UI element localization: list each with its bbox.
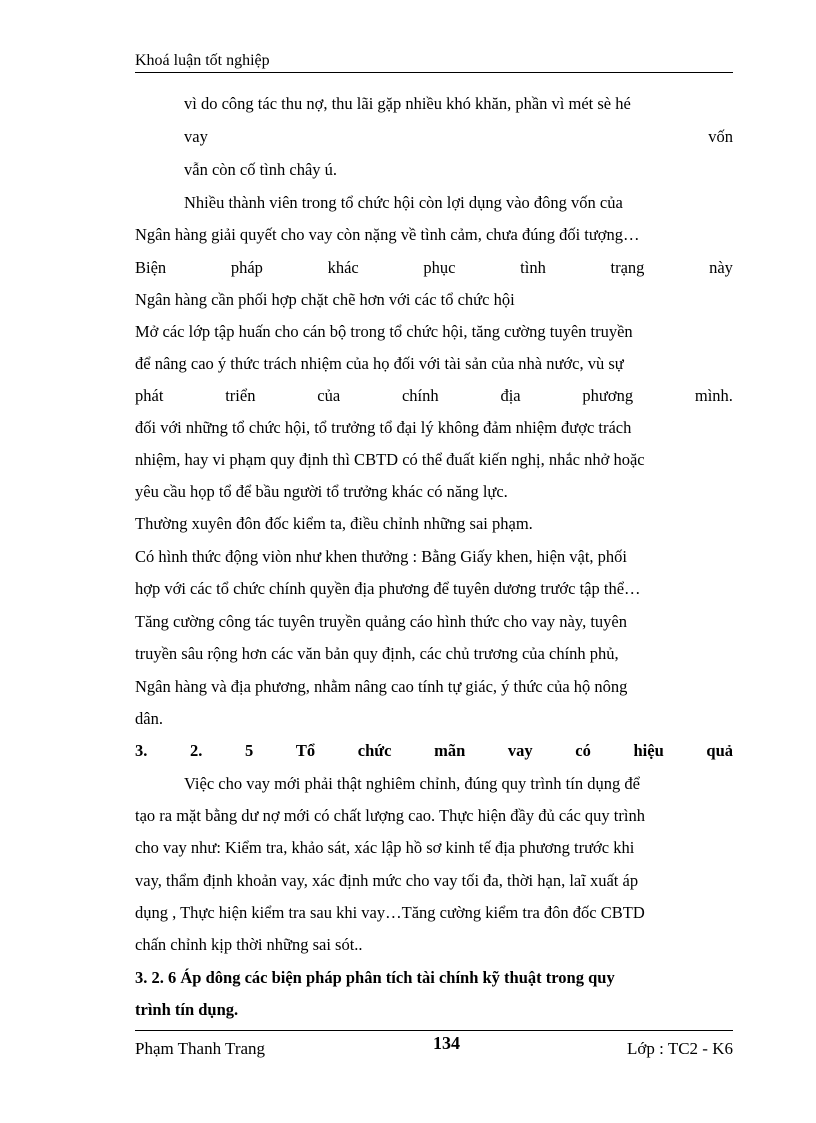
text-line: dân. — [135, 709, 163, 728]
text-line: Việc cho vay mới phải thật nghiêm chỉnh, đúng quy trình tín dụng để — [184, 774, 640, 793]
text-line: Thường xuyên đôn đốc kiểm ta, điều chỉnh những sai phạm. — [135, 514, 533, 533]
text-line: hợp với các tổ chức chính quyền địa phương để tuyên dương trước tập thể… — [135, 579, 641, 598]
text-word: phát — [135, 386, 164, 405]
page-number: 134 — [433, 1033, 460, 1053]
text-word: triển — [225, 386, 256, 405]
text-line — [135, 384, 733, 408]
heading-word: 2. — [190, 741, 203, 760]
heading-word: vay — [507, 741, 533, 760]
text-line: Ngân hàng giải quyết cho vay còn nặng về tình cảm, chưa đúng đối tượng… — [135, 225, 640, 244]
text-line: để nâng cao ý thức trách nhiệm của họ đối với tài sản của nhà nước, vù sự — [135, 354, 624, 373]
text-line: truyền sâu rộng hơn các văn bản quy định, các chủ trương của chính phủ, — [135, 644, 619, 663]
heading-word: 3. — [135, 741, 148, 760]
text-word: mình. — [694, 386, 733, 405]
text-line: dụng , Thực hiện kiểm tra sau khi vay…Tăng cường kiểm tra đôn đốc CBTD — [135, 903, 645, 922]
text-word: khác — [327, 258, 359, 277]
text-word: chính — [401, 386, 439, 405]
text-line — [135, 256, 733, 280]
text-line: vay, thẩm định khoản vay, xác định mức cho vay tối đa, thời hạn, laĩ xuất áp — [135, 871, 639, 890]
text-word: trạng — [610, 258, 645, 277]
heading-word: hiệu — [633, 741, 664, 760]
text-word: pháp — [230, 258, 263, 277]
text-line: chấn chỉnh kịp thời những sai sót.. — [135, 935, 363, 954]
text-line: Ngân hàng cần phối hợp chặt chẽ hơn với các tổ chức hội — [135, 290, 515, 309]
heading-word: có — [575, 741, 591, 760]
text-line: nhiệm, hay vi phạm quy định thì CBTD có thể đuất kiến nghị, nhắc nhở hoặc — [135, 450, 645, 469]
text-line: Nhiều thành viên trong tổ chức hội còn lợi dụng vào đông vốn của — [184, 193, 623, 212]
heading-word: 5 — [245, 741, 254, 760]
heading-word: quả — [706, 741, 733, 760]
footer-author: Phạm Thanh Trang — [135, 1039, 266, 1058]
text-line — [135, 125, 733, 149]
text-word: địa — [500, 386, 521, 405]
text-word: của — [317, 386, 341, 405]
text-line: vì do công tác thu nợ, thu lãi gặp nhiều khó khăn, phần vì mét sè hé — [184, 94, 631, 113]
page-footer — [135, 1030, 733, 1063]
text-line: đối với những tổ chức hội, tổ trưởng tổ đại lý không đảm nhiệm được trách — [135, 418, 632, 437]
text-line: Tăng cường công tác tuyên truyền quảng cáo hình thức cho vay này, tuyên — [135, 612, 627, 631]
section-heading — [135, 739, 733, 763]
text-line: cho vay như: Kiểm tra, khảo sát, xác lập hồ sơ kinh tế địa phương trước khi — [135, 838, 635, 857]
text-line: Mở các lớp tập huấn cho cán bộ trong tổ chức hội, tăng cường tuyên truyền — [135, 322, 633, 341]
text-word: phương — [582, 386, 634, 405]
heading-word: mãn — [434, 741, 466, 760]
section-heading: 3. 2. 6 Áp dông các biện pháp phân tích tài chính kỹ thuật trong quy — [135, 968, 615, 987]
section-heading: trình tín dụng. — [135, 1000, 239, 1019]
heading-word: chức — [357, 741, 392, 760]
page-header — [135, 50, 733, 73]
heading-word: Tổ — [295, 741, 316, 760]
text-line: Ngân hàng và địa phương, nhằm nâng cao tính tự giác, ý thức của hộ nông — [135, 677, 628, 696]
text-word: này — [709, 258, 733, 277]
text-word: Biện — [135, 258, 167, 277]
text-word: tình — [520, 258, 546, 277]
text-word: vốn — [708, 127, 733, 146]
text-line: tạo ra mặt bằng dư nợ mới có chất lượng cao. Thực hiện đầy đủ các quy trình — [135, 806, 645, 825]
text-line: vẫn còn cố tình chây ú. — [184, 160, 338, 179]
header-title: Khoá luận tốt nghiệp — [135, 52, 270, 69]
text-word: phục — [423, 258, 456, 277]
text-word: vay — [184, 127, 208, 146]
text-line: Có hình thức động viòn như khen thưởng : Bằng Giấy khen, hiện vật, phối — [135, 547, 628, 566]
footer-class: Lớp : TC2 - K6 — [627, 1039, 733, 1058]
text-line: yêu cầu họp tổ để bầu người tổ trưởng khác có năng lực. — [135, 482, 508, 501]
